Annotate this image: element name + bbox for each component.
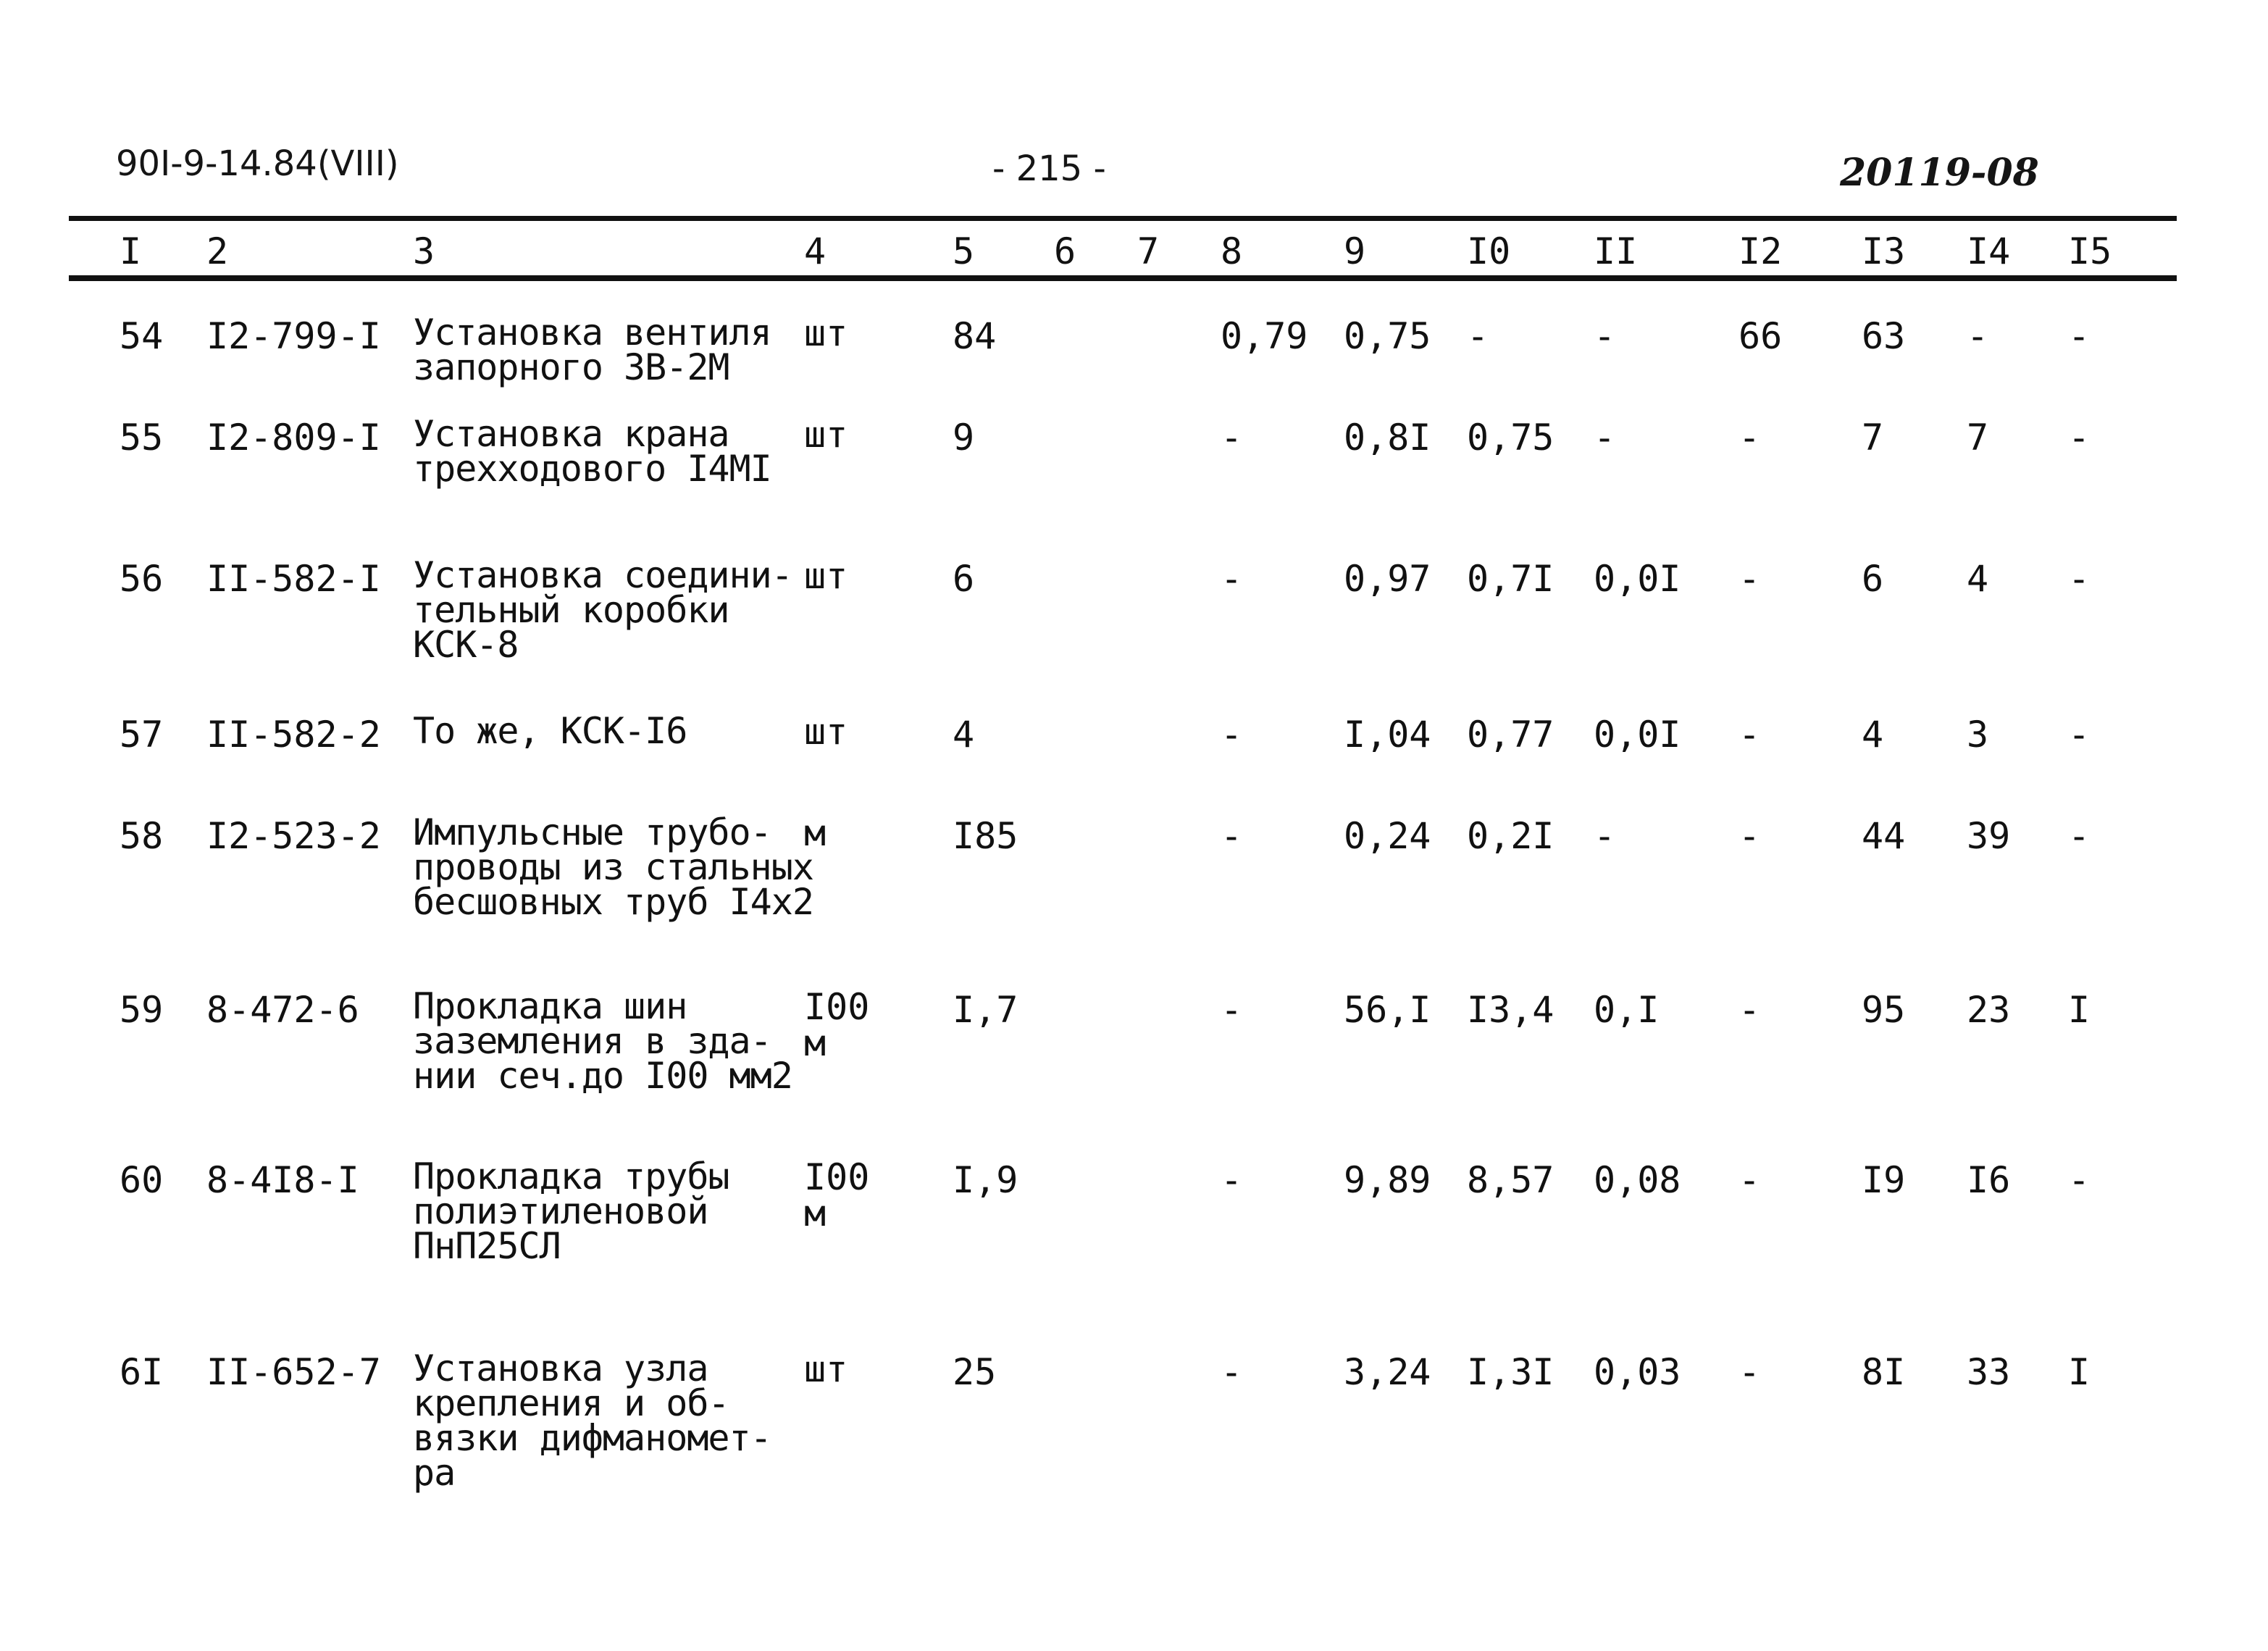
table-cell-col-12: - bbox=[1738, 714, 1761, 756]
table-cell-col-11: - bbox=[1594, 315, 1616, 357]
column-header-9: 9 bbox=[1344, 230, 1366, 272]
column-header-4: 4 bbox=[804, 230, 827, 272]
table-cell-col-8: - bbox=[1221, 558, 1243, 600]
table-cell-col-15: I bbox=[2068, 1351, 2091, 1393]
table-cell-col-13: 4 bbox=[1862, 714, 1884, 756]
table-cell-col-11: - bbox=[1594, 417, 1616, 459]
table-cell-col-4: шт bbox=[804, 711, 848, 753]
table-cell-col-3: Установка крана трехходового I4МI bbox=[413, 413, 771, 490]
table-cell-col-1: 55 bbox=[120, 417, 164, 459]
table-cell-col-5: I,9 bbox=[953, 1159, 1018, 1201]
column-header-15: I5 bbox=[2068, 230, 2112, 272]
table-cell-col-9: 56,I bbox=[1344, 989, 1431, 1031]
sheet-id: 20119-08 bbox=[1840, 151, 2039, 195]
page-number: - 215 - bbox=[992, 149, 1106, 189]
table-cell-col-3: Прокладка трубы полиэтиленовой ПнП25СЛ bbox=[413, 1155, 729, 1267]
table-cell-col-2: I2-799-I bbox=[206, 315, 381, 357]
table-cell-col-5: 84 bbox=[953, 315, 997, 357]
table-cell-col-10: 0,7I bbox=[1467, 558, 1554, 600]
column-header-13: I3 bbox=[1862, 230, 1906, 272]
table-cell-col-10: - bbox=[1467, 315, 1489, 357]
table-cell-col-3: Установка вентиля запорного ЗВ-2М bbox=[413, 312, 771, 388]
column-header-10: I0 bbox=[1467, 230, 1511, 272]
table-cell-col-14: 7 bbox=[1967, 417, 1989, 459]
table-cell-col-8: - bbox=[1221, 714, 1243, 756]
table-cell-col-4: шт bbox=[804, 312, 848, 354]
table-cell-col-8: - bbox=[1221, 989, 1243, 1031]
table-cell-col-11: 0,03 bbox=[1594, 1351, 1681, 1393]
column-header-3: 3 bbox=[413, 230, 435, 272]
table-cell-col-13: 6 bbox=[1862, 558, 1884, 600]
table-cell-col-15: - bbox=[2068, 1159, 2091, 1201]
table-cell-col-15: - bbox=[2068, 417, 2091, 459]
table-cell-col-5: 6 bbox=[953, 558, 975, 600]
table-cell-col-10: 8,57 bbox=[1467, 1159, 1554, 1201]
table-cell-col-14: I6 bbox=[1967, 1159, 2011, 1201]
table-cell-col-3: Импульсные трубо- проводы из стальных бесшовных труб I4х2 bbox=[413, 811, 813, 923]
table-cell-col-10: I3,4 bbox=[1467, 989, 1554, 1031]
table-cell-col-5: 25 bbox=[953, 1351, 997, 1393]
table-cell-col-11: - bbox=[1594, 815, 1616, 857]
table-cell-col-2: I2-523-2 bbox=[206, 815, 381, 857]
table-cell-col-13: I9 bbox=[1862, 1159, 1906, 1201]
column-header-14: I4 bbox=[1967, 230, 2011, 272]
table-cell-col-4: шт bbox=[804, 555, 848, 597]
table-cell-col-12: - bbox=[1738, 1351, 1761, 1393]
table-cell-col-15: - bbox=[2068, 315, 2091, 357]
table-cell-col-14: 33 bbox=[1967, 1351, 2011, 1393]
table-cell-col-3: То же, КСК-I6 bbox=[413, 710, 687, 752]
table-cell-col-4: I00 м bbox=[804, 1156, 870, 1234]
table-cell-col-13: 95 bbox=[1862, 989, 1906, 1031]
column-header-7: 7 bbox=[1137, 230, 1160, 272]
table-cell-col-8: - bbox=[1221, 1159, 1243, 1201]
document-code: 90I-9-14.84(VIII) bbox=[116, 143, 399, 184]
table-cell-col-1: 54 bbox=[120, 315, 164, 357]
table-top-rule bbox=[69, 216, 2177, 221]
table-cell-col-4: шт bbox=[804, 414, 848, 456]
table-cell-col-1: 58 bbox=[120, 815, 164, 857]
column-header-11: II bbox=[1594, 230, 1638, 272]
table-cell-col-3: Установка соедини- тельный коробки КСК-8 bbox=[413, 554, 792, 666]
table-cell-col-9: 9,89 bbox=[1344, 1159, 1431, 1201]
table-cell-col-12: - bbox=[1738, 558, 1761, 600]
table-cell-col-5: 4 bbox=[953, 714, 975, 756]
table-cell-col-1: 59 bbox=[120, 989, 164, 1031]
table-cell-col-9: 0,75 bbox=[1344, 315, 1431, 357]
table-cell-col-2: II-582-2 bbox=[206, 714, 381, 756]
table-cell-col-9: 0,97 bbox=[1344, 558, 1431, 600]
table-cell-col-10: I,3I bbox=[1467, 1351, 1554, 1393]
table-cell-col-9: 3,24 bbox=[1344, 1351, 1431, 1393]
table-cell-col-12: - bbox=[1738, 417, 1761, 459]
table-cell-col-3: Установка узла крепления и об- вязки дифманомет- ра bbox=[413, 1347, 771, 1494]
table-cell-col-12: - bbox=[1738, 989, 1761, 1031]
table-cell-col-2: II-582-I bbox=[206, 558, 381, 600]
table-cell-col-1: 6I bbox=[120, 1351, 164, 1393]
table-cell-col-10: 0,77 bbox=[1467, 714, 1554, 756]
table-cell-col-8: - bbox=[1221, 417, 1243, 459]
table-cell-col-15: I bbox=[2068, 989, 2091, 1031]
table-cell-col-8: - bbox=[1221, 1351, 1243, 1393]
table-cell-col-15: - bbox=[2068, 558, 2091, 600]
table-cell-col-15: - bbox=[2068, 815, 2091, 857]
column-header-8: 8 bbox=[1221, 230, 1243, 272]
table-cell-col-2: II-652-7 bbox=[206, 1351, 381, 1393]
table-cell-col-3: Прокладка шин заземления в зда- нии сеч.до I00 мм2 bbox=[413, 985, 792, 1097]
table-cell-col-8: - bbox=[1221, 815, 1243, 857]
table-cell-col-12: - bbox=[1738, 1159, 1761, 1201]
table-cell-col-14: - bbox=[1967, 315, 1989, 357]
table-cell-col-1: 56 bbox=[120, 558, 164, 600]
table-cell-col-2: 8-4I8-I bbox=[206, 1159, 359, 1201]
table-cell-col-2: I2-809-I bbox=[206, 417, 381, 459]
table-cell-col-9: I,04 bbox=[1344, 714, 1431, 756]
table-cell-col-1: 60 bbox=[120, 1159, 164, 1201]
column-header-5: 5 bbox=[953, 230, 975, 272]
table-cell-col-5: 9 bbox=[953, 417, 975, 459]
table-cell-col-11: 0,08 bbox=[1594, 1159, 1681, 1201]
table-cell-col-4: шт bbox=[804, 1348, 848, 1390]
table-cell-col-13: 44 bbox=[1862, 815, 1906, 857]
table-cell-col-14: 3 bbox=[1967, 714, 1989, 756]
table-cell-col-2: 8-472-6 bbox=[206, 989, 359, 1031]
table-cell-col-10: 0,2I bbox=[1467, 815, 1554, 857]
table-cell-col-13: 8I bbox=[1862, 1351, 1906, 1393]
table-cell-col-13: 7 bbox=[1862, 417, 1884, 459]
table-cell-col-14: 23 bbox=[1967, 989, 2011, 1031]
table-cell-col-9: 0,24 bbox=[1344, 815, 1431, 857]
table-cell-col-5: I85 bbox=[953, 815, 1018, 857]
table-cell-col-4: I00 м bbox=[804, 986, 870, 1064]
table-cell-col-11: 0,0I bbox=[1594, 714, 1681, 756]
column-header-6: 6 bbox=[1054, 230, 1076, 272]
table-cell-col-10: 0,75 bbox=[1467, 417, 1554, 459]
table-cell-col-14: 39 bbox=[1967, 815, 2011, 857]
column-header-2: 2 bbox=[206, 230, 229, 272]
table-cell-col-13: 63 bbox=[1862, 315, 1906, 357]
table-cell-col-5: I,7 bbox=[953, 989, 1018, 1031]
table-cell-col-12: - bbox=[1738, 815, 1761, 857]
table-cell-col-11: 0,0I bbox=[1594, 558, 1681, 600]
table-cell-col-12: 66 bbox=[1738, 315, 1783, 357]
column-header-1: I bbox=[120, 230, 142, 272]
table-cell-col-4: м bbox=[804, 812, 827, 854]
table-cell-col-14: 4 bbox=[1967, 558, 1989, 600]
table-cell-col-9: 0,8I bbox=[1344, 417, 1431, 459]
table-cell-col-11: 0,I bbox=[1594, 989, 1660, 1031]
table-header-rule bbox=[69, 275, 2177, 281]
table-cell-col-1: 57 bbox=[120, 714, 164, 756]
table-cell-col-8: 0,79 bbox=[1221, 315, 1308, 357]
table-cell-col-15: - bbox=[2068, 714, 2091, 756]
column-header-12: I2 bbox=[1738, 230, 1783, 272]
